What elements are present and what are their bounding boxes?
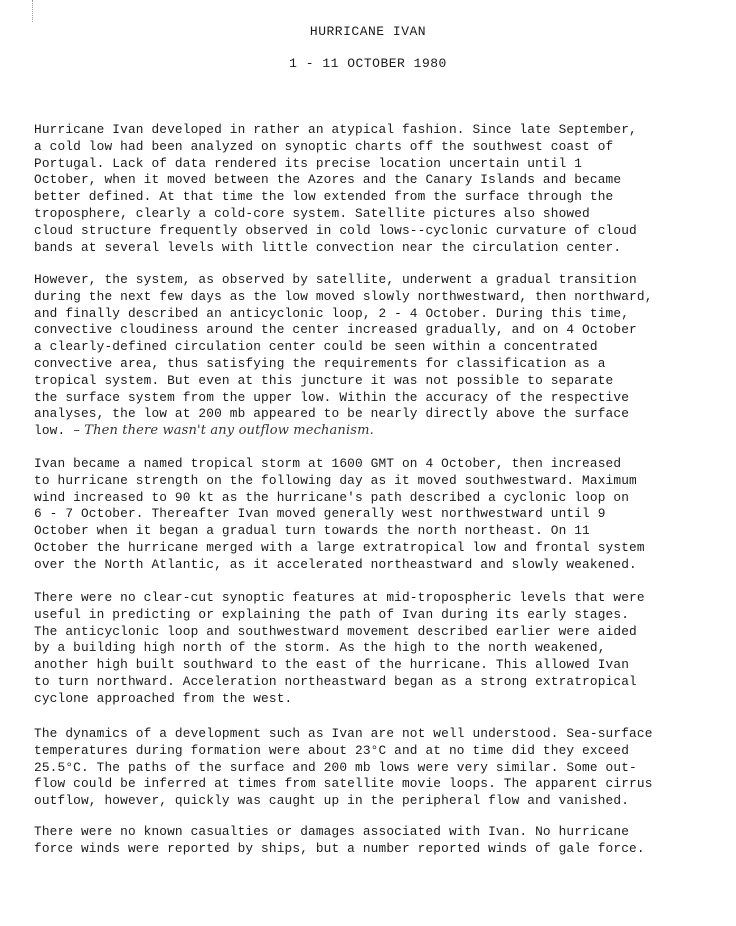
text-line: October, when it moved between the Azores and the Canary Islands and became — [34, 172, 622, 188]
text-line: a cold low had been analyzed on synoptic charts off the southwest coast of — [34, 138, 614, 154]
text-line: the surface system from the upper low. Within the accuracy of the respective — [34, 389, 630, 405]
text-line: Portugal. Lack of data rendered its precise location uncertain until 1 — [34, 155, 583, 171]
text-line: convective area, thus satisfying the requirements for classification as a — [34, 355, 606, 371]
scan-mark — [32, 0, 35, 22]
text-line: tropical system. But even at this juncture it was not possible to separate — [34, 372, 614, 388]
text-line: useful in predicting or explaining the path of Ivan during its early stages. — [34, 606, 630, 622]
text-line: to turn northward. Acceleration northeastward began as a strong extratropical — [34, 673, 637, 689]
text-line: low. – Then there wasn't any outflow mechanism. — [34, 423, 374, 439]
text-line: flow could be inferred at times from satellite movie loops. The apparent cirrus — [34, 776, 653, 792]
text-line: by a building high north of the storm. As the high to the north weakened, — [34, 640, 606, 656]
paragraph-origin — [34, 122, 714, 256]
text-line: The dynamics of a development such as Ivan are not well understood. Sea-surface — [34, 726, 653, 741]
date-range: 1 - 11 OCTOBER 1980 — [289, 56, 447, 71]
paragraph-synoptic — [34, 590, 714, 708]
text-line: a clearly-defined circulation center could be seen within a concentrated — [34, 339, 598, 355]
text-line: October when it began a gradual turn towards the north northeast. On 11 — [34, 523, 590, 539]
text-line: temperatures during formation were about 23°C and at no time did they exceed — [34, 742, 630, 758]
text-line: convective cloudiness around the center increased gradually, and on 4 October — [34, 322, 637, 338]
text-line: to hurricane strength on the following day as it moved southwestward. Maximum — [34, 472, 637, 488]
text-line: over the North Atlantic, as it accelerated northeastward and slowly weakened. — [34, 556, 637, 572]
text-line: analyses, the low at 200 mb appeared to be nearly directly above the surface — [34, 406, 630, 422]
text-line: better defined. At that time the low extended from the surface through the — [34, 189, 614, 205]
text-line: cyclone approached from the west. — [34, 690, 293, 706]
text-line: another high built southward to the east of the hurricane. This allowed Ivan — [34, 657, 630, 673]
text-line: bands at several levels with little convection near the circulation center. — [34, 239, 622, 255]
text-line: during the next few days as the low moved slowly northwestward, then northward, — [34, 288, 653, 304]
text-line: There were no clear-cut synoptic features at mid-tropospheric levels that were — [34, 590, 645, 605]
text-line: 25.5°C. The paths of the surface and 200 mb lows were very similar. Some out- — [34, 759, 637, 775]
paragraph-track — [34, 456, 714, 574]
paragraph-dynamics — [34, 726, 714, 810]
text-line: cloud structure frequently observed in cold lows--cyclonic curvature of cloud — [34, 222, 637, 238]
paragraph-transition — [34, 272, 714, 440]
text-line: October the hurricane merged with a large extratropical low and frontal system — [34, 539, 645, 555]
text-line: However, the system, as observed by satellite, underwent a gradual transition — [34, 272, 637, 287]
text-line: 6 - 7 October. Thereafter Ivan moved generally west northwestward until 9 — [34, 506, 606, 522]
text-line: and finally described an anticyclonic loop, 2 - 4 October. During this time, — [34, 305, 630, 321]
text-line: force winds were reported by ships, but a number reported winds of gale force. — [34, 840, 645, 856]
handwritten-annotation: – Then there wasn't any outflow mechanism. — [73, 423, 374, 439]
text-line: troposphere, clearly a cold-core system. Satellite pictures also showed — [34, 205, 590, 221]
text-line: Hurricane Ivan developed in rather an atypical fashion. Since late September, — [34, 122, 637, 137]
text-line: The anticyclonic loop and southwestward movement described earlier were aided — [34, 623, 637, 639]
text-line: wind increased to 90 kt as the hurricane's path described a cyclonic loop on — [34, 489, 630, 505]
text-line: There were no known casualties or damages associated with Ivan. No hurricane — [34, 824, 630, 839]
paragraph-casualties — [34, 824, 714, 858]
text-line: outflow, however, quickly was caught up in the peripheral flow and vanished. — [34, 793, 630, 809]
page-title: HURRICANE IVAN — [309, 24, 427, 39]
text-line: Ivan became a named tropical storm at 1600 GMT on 4 October, then increased — [34, 456, 622, 471]
